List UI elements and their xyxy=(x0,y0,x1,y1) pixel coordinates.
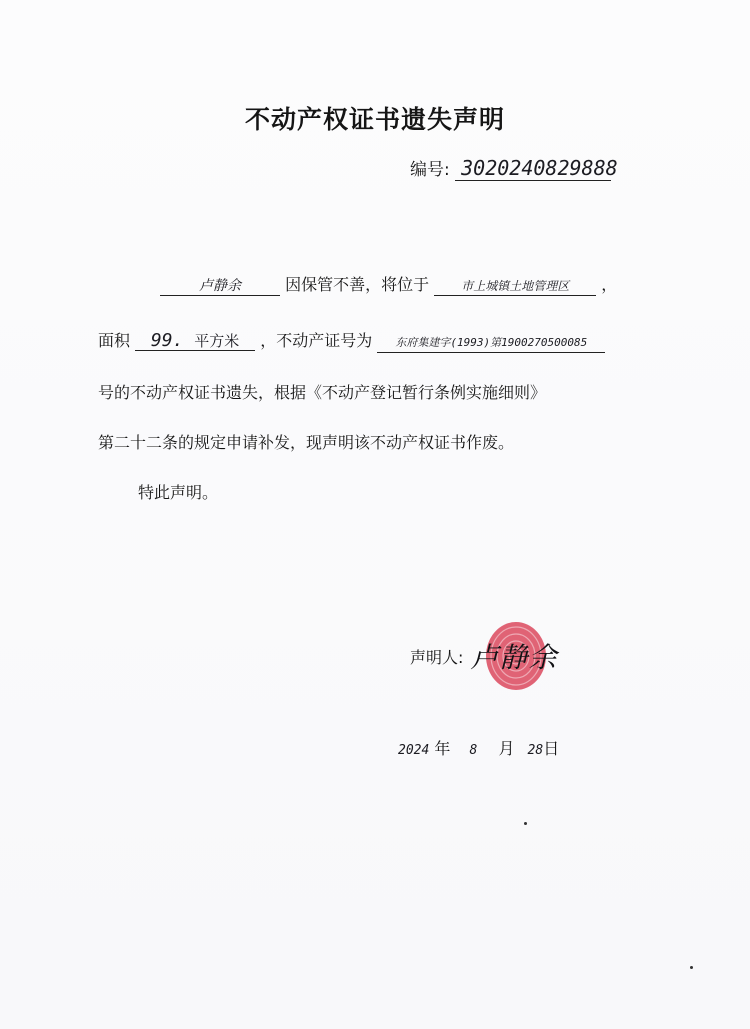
document-title: 不动产权证书遗失声明 xyxy=(244,105,505,134)
declaration-date xyxy=(398,736,559,759)
certificate-number: 东府集建字(1993)第1900270500085 xyxy=(377,334,605,353)
body-text-1: 因保管不善，将位于 xyxy=(285,275,430,294)
area-unit: 平方米 xyxy=(194,332,240,350)
date-year: 2024 xyxy=(398,743,430,758)
area-value: 99. xyxy=(150,330,184,351)
declarant-label: 声明人: xyxy=(410,648,464,667)
owner-name: 卢静余 xyxy=(160,277,280,296)
declarant xyxy=(410,632,556,672)
number-label: 编号: xyxy=(410,160,450,180)
ink-speck xyxy=(524,822,527,825)
area-prefix: 面积 xyxy=(98,331,131,350)
date-day: 28 xyxy=(527,743,544,758)
number-value: 3020240829888 xyxy=(455,156,611,181)
body-line-2 xyxy=(98,328,605,353)
document-number xyxy=(410,155,618,181)
closing-statement: 特此声明。 xyxy=(138,483,219,502)
ink-speck xyxy=(690,966,693,969)
date-year-char: 年 xyxy=(434,739,451,758)
body-line-4: 第二十二条的规定申请补发，现声明该不动产权证书作废。 xyxy=(98,433,515,452)
property-area xyxy=(135,332,255,351)
declarant-signature: 卢静余 xyxy=(470,641,558,674)
body-line-1 xyxy=(160,272,617,296)
date-month: 8 xyxy=(469,743,478,758)
date-day-char: 日 xyxy=(543,739,560,758)
property-location: 市上城镇土地管理区 xyxy=(434,277,596,296)
body-text-2: ， xyxy=(601,275,618,294)
date-month-char: 月 xyxy=(498,739,515,758)
body-text-3: ，不动产证号为 xyxy=(260,331,373,350)
body-line-3: 号的不动产权证书遗失，根据《不动产登记暂行条例实施细则》 xyxy=(98,383,547,402)
